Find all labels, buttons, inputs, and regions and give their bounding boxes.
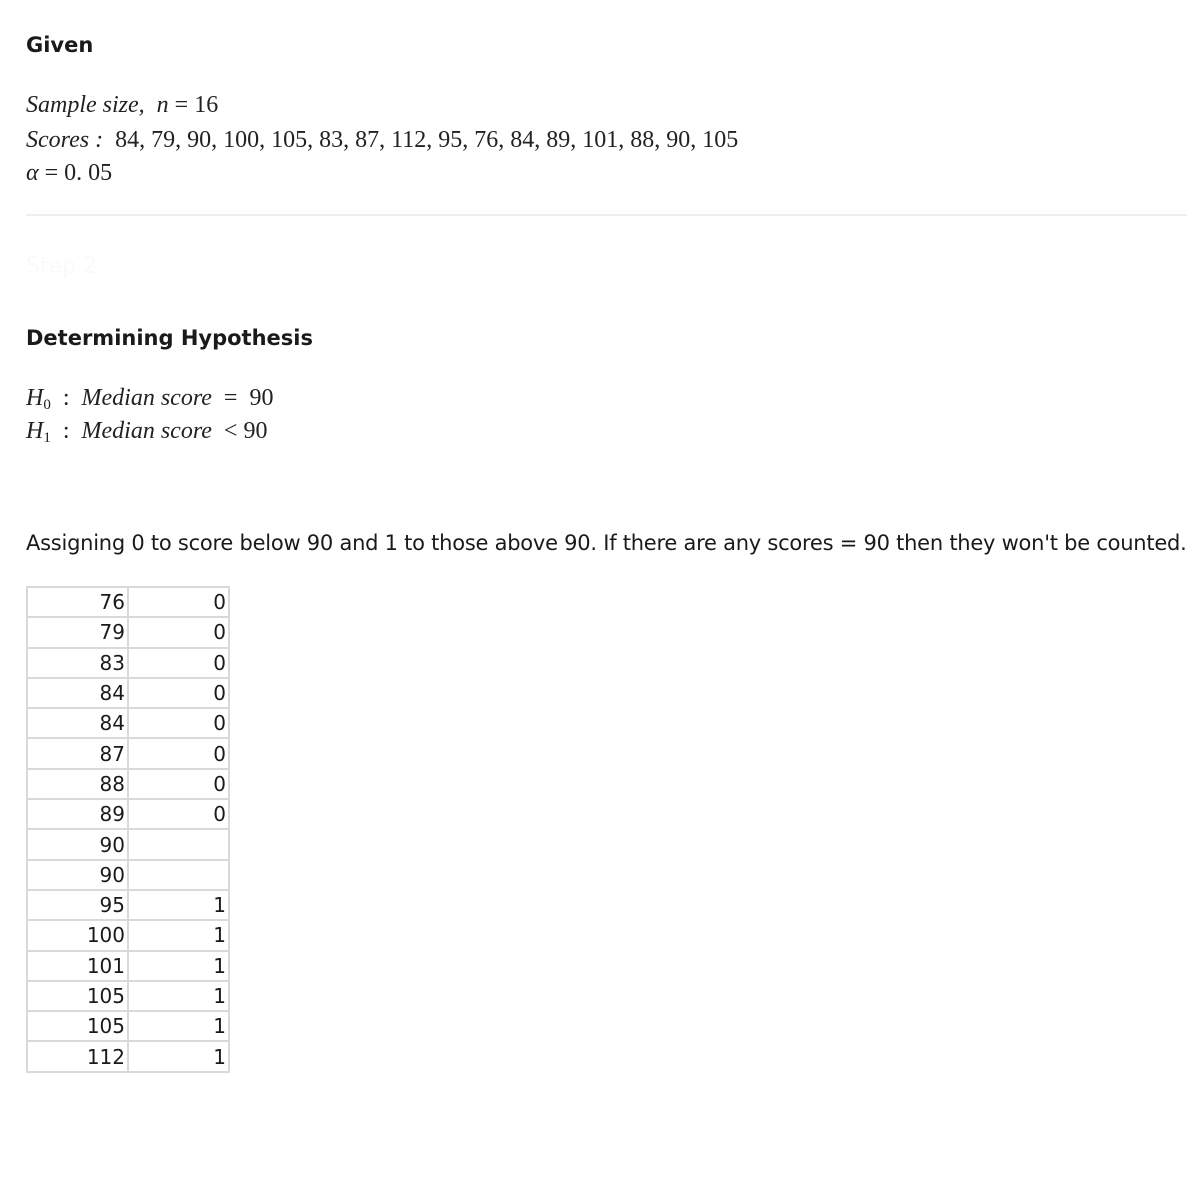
- score-cell: 88: [27, 769, 128, 799]
- table-row: [27, 920, 229, 950]
- table-row: [27, 769, 229, 799]
- sign-cell: 1: [128, 1041, 229, 1071]
- score-cell: 87: [27, 738, 128, 768]
- section-divider: [26, 214, 1187, 216]
- sample-size-label: Sample size,: [26, 92, 145, 118]
- h0-line: $H_0$ : Median score = 90: [26, 385, 274, 413]
- table-row: [27, 617, 229, 647]
- scores-label: Scores :: [26, 127, 104, 153]
- score-cell: 100: [27, 920, 128, 950]
- score-cell: 84: [27, 678, 128, 708]
- score-cell: 105: [27, 1011, 128, 1041]
- score-cell: 89: [27, 799, 128, 829]
- scores-line: [26, 128, 738, 152]
- alpha-symbol: α: [26, 160, 39, 186]
- sign-cell: 0: [128, 648, 229, 678]
- table-row: [27, 951, 229, 981]
- assignment-paragraph: Assigning 0 to score below 90 and 1 to those above 90. If there are any scores = 90 then they won't be counted.: [26, 531, 1187, 555]
- h0-symbol: H: [26, 385, 44, 411]
- h0-text: Median score: [81, 385, 212, 411]
- sign-cell: 1: [128, 920, 229, 950]
- table-row: [27, 738, 229, 768]
- sign-cell: 0: [128, 799, 229, 829]
- table-row: [27, 829, 229, 859]
- sign-cell: 0: [128, 617, 229, 647]
- table-row: [27, 1041, 229, 1071]
- sign-cell: 0: [128, 738, 229, 768]
- h1-relation: < 90: [223, 418, 268, 444]
- sign-cell: 0: [128, 708, 229, 738]
- h1-subscript: 1: [43, 430, 51, 446]
- table-row: [27, 1011, 229, 1041]
- table-row: [27, 708, 229, 738]
- table-row: [27, 678, 229, 708]
- h0-subscript: 0: [43, 397, 51, 413]
- given-heading: Given: [26, 33, 94, 57]
- scores-sign-table: [26, 586, 230, 1073]
- table-row: [27, 587, 229, 617]
- h1-line: $H_1$ : Median score < 90: [26, 418, 268, 446]
- score-cell: 90: [27, 860, 128, 890]
- sign-cell: [128, 860, 229, 890]
- table-row: [27, 890, 229, 920]
- scores-table-body: [27, 587, 229, 1072]
- step-label: Step 2: [26, 254, 98, 279]
- score-cell: 95: [27, 890, 128, 920]
- sign-cell: 0: [128, 769, 229, 799]
- n-symbol: n: [156, 92, 169, 118]
- table-row: [27, 648, 229, 678]
- score-cell: 105: [27, 981, 128, 1011]
- h0-relation: = 90: [223, 385, 274, 411]
- h1-text: Median score: [81, 418, 212, 444]
- score-cell: 101: [27, 951, 128, 981]
- sample-size-line: [26, 93, 218, 117]
- score-cell: 84: [27, 708, 128, 738]
- sign-cell: 1: [128, 951, 229, 981]
- sign-cell: [128, 829, 229, 859]
- table-row: [27, 799, 229, 829]
- score-cell: 90: [27, 829, 128, 859]
- score-cell: 112: [27, 1041, 128, 1071]
- score-cell: 79: [27, 617, 128, 647]
- h1-symbol: H: [26, 418, 44, 444]
- score-cell: 83: [27, 648, 128, 678]
- alpha-line: [26, 161, 112, 185]
- n-value: = 16: [174, 92, 219, 118]
- table-row: [27, 981, 229, 1011]
- sign-cell: 1: [128, 981, 229, 1011]
- sign-cell: 1: [128, 890, 229, 920]
- scores-values: 84, 79, 90, 100, 105, 83, 87, 112, 95, 76, 84, 89, 101, 88, 90, 105: [115, 127, 739, 153]
- alpha-value: = 0. 05: [44, 160, 113, 186]
- hypothesis-heading: Determining Hypothesis: [26, 326, 313, 350]
- sign-cell: 0: [128, 587, 229, 617]
- table-row: [27, 860, 229, 890]
- sign-cell: 1: [128, 1011, 229, 1041]
- score-cell: 76: [27, 587, 128, 617]
- sign-cell: 0: [128, 678, 229, 708]
